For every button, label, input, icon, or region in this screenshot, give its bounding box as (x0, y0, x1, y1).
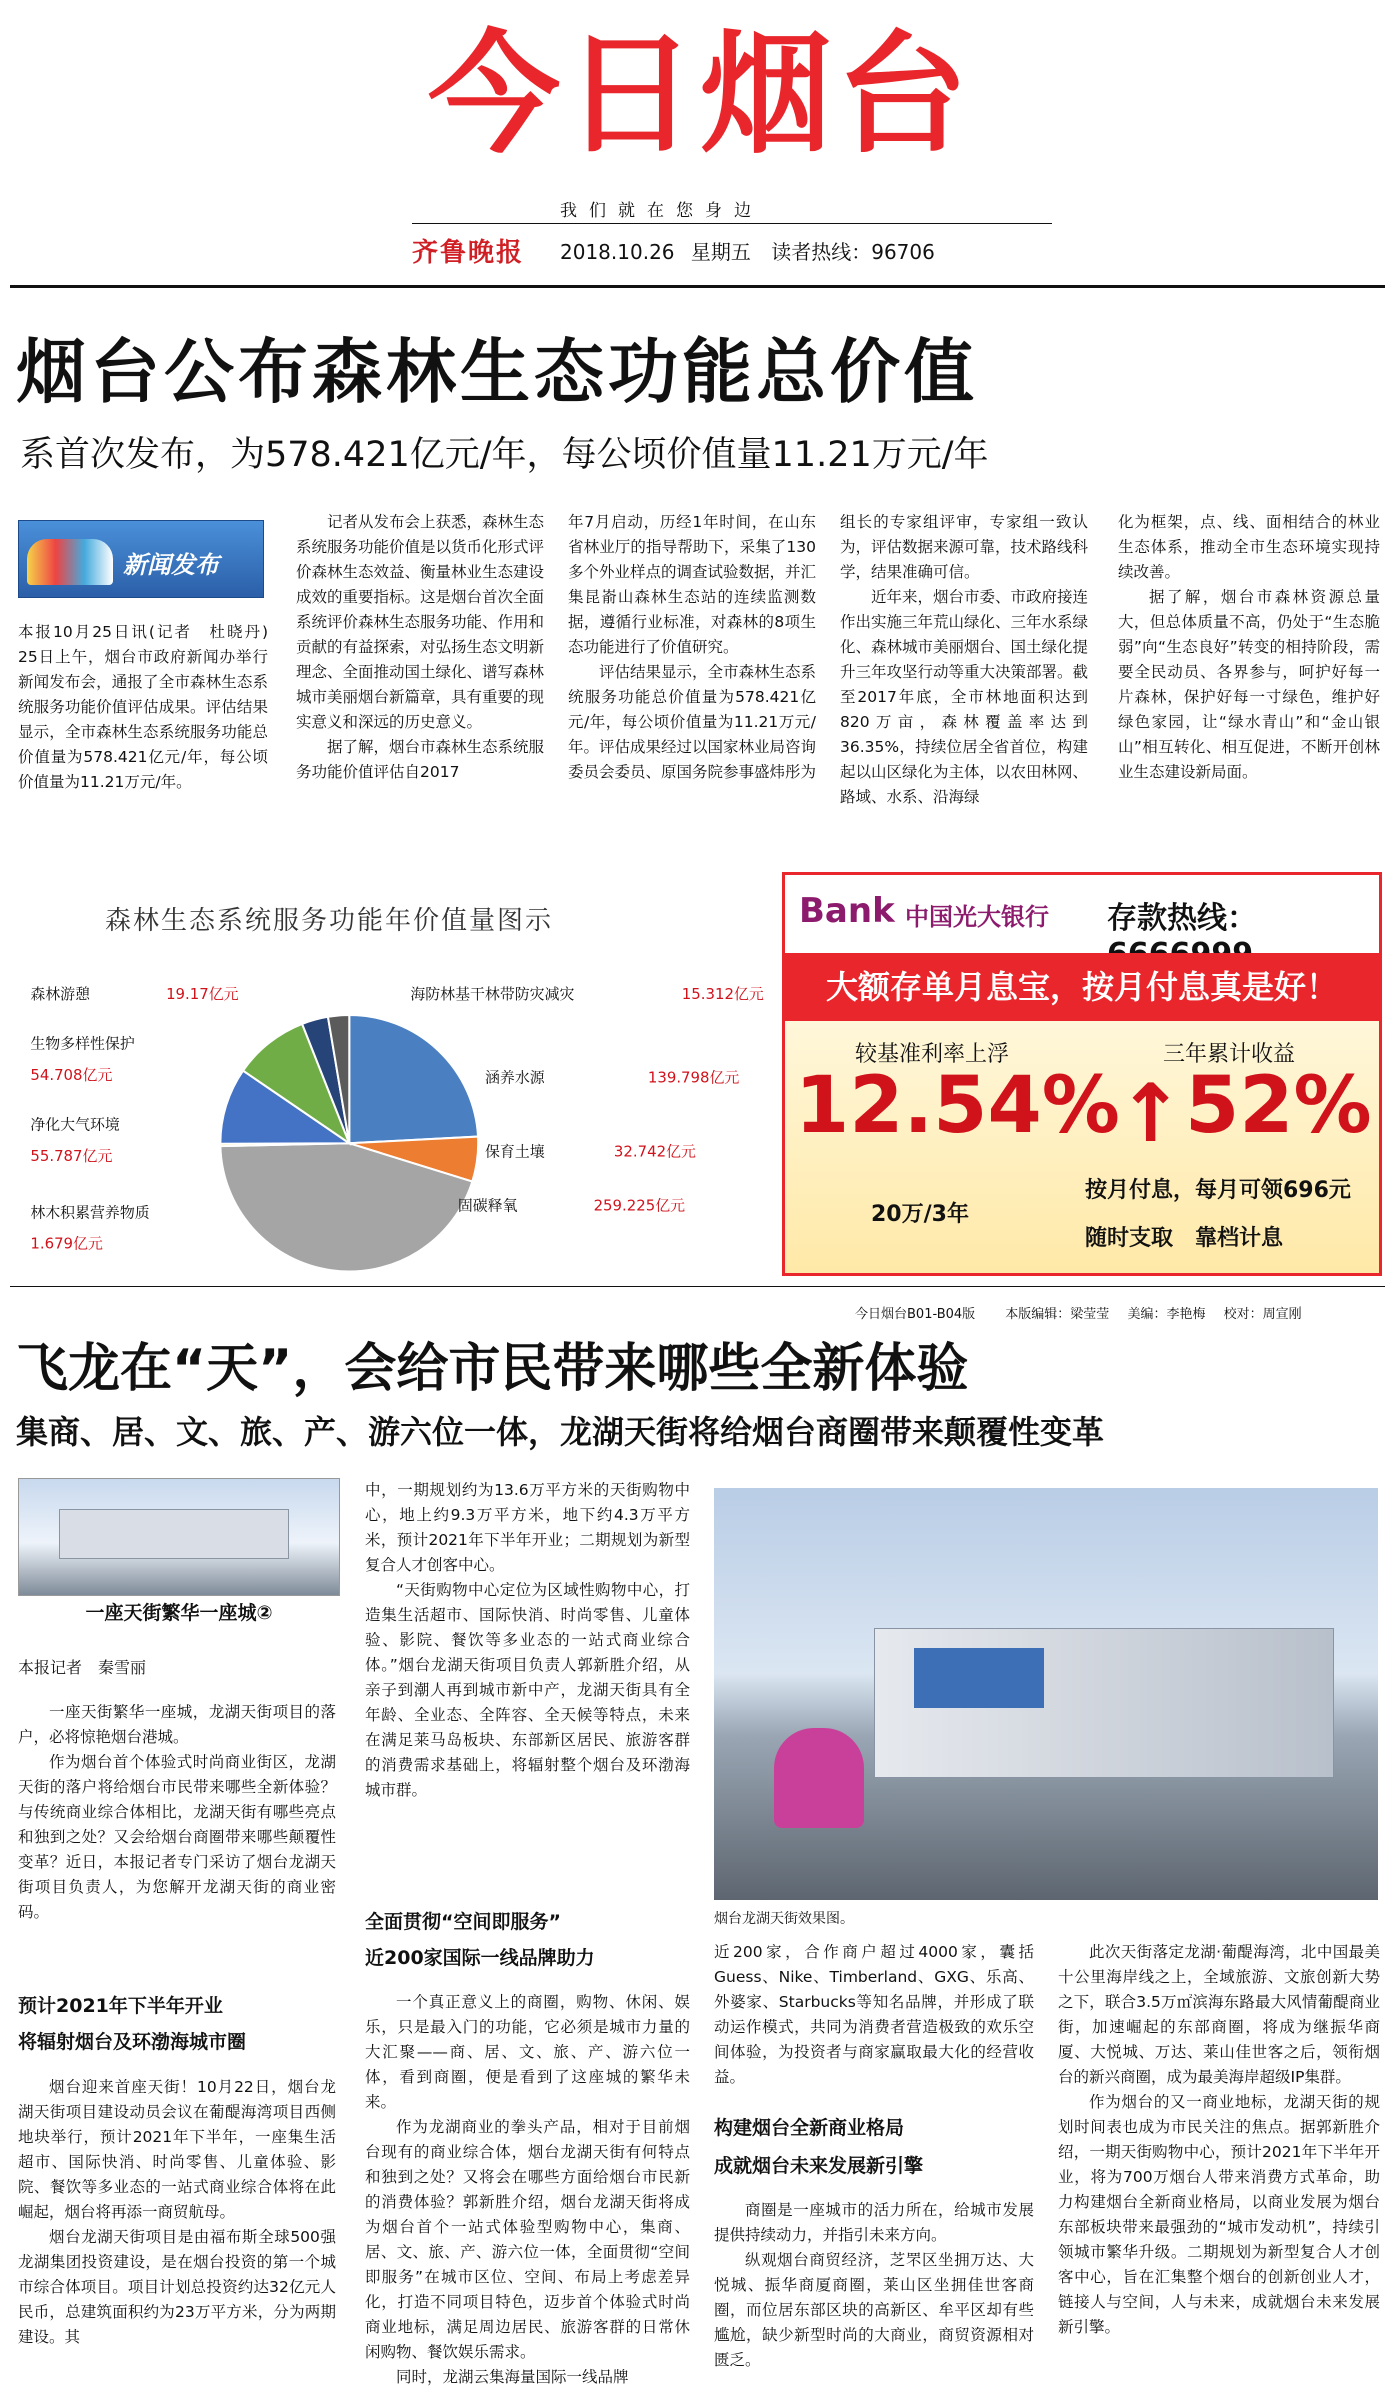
badge-label: 新闻发布 (123, 551, 219, 579)
rate-label: 较基准利率上浮 (855, 1042, 1010, 1067)
paragraph: 据了解，烟台市森林生态系统服务功能价值评估自2017 (296, 738, 545, 781)
mall-thumbnail (59, 1509, 289, 1559)
masthead-rule (412, 223, 1052, 224)
pie-label-value: 139.798亿元 (647, 1068, 740, 1087)
forest-value-chart (10, 880, 770, 1285)
bank-name: 中国光大银行 (905, 903, 1049, 931)
ad-body (785, 1021, 1379, 1273)
ad-banner: 大额存单月息宝，按月付息真是好！ (785, 953, 1379, 1021)
story2-subhead-3a: 构建烟台全新商业格局 (714, 2117, 905, 2139)
paragraph: 近200家，合作商户超过4000家，囊括Guess、Nike、Timberland、GXG、乐高、外婆家、Starbucks等知名品牌，并形成了联动运作模式，共同为消费者营造极致的欢乐空间体验，为投资者与商家赢取最大化的经营收益。 (714, 1943, 1034, 2086)
paragraph: 商圈是一座城市的活力所在，给城市发展提供持续动力，并指引未来方向。 (714, 2201, 1034, 2244)
story2-subhead-2b: 近200家国际一线品牌助力 (365, 1947, 595, 1969)
paragraph: 烟台龙湖天街项目是由福布斯全球500强龙湖集团投资建设，是在烟台投资的第一个城市综合体项目。项目计划总投资约达32亿元人民币，总建筑面积约为23万平方米，分为两期建设。其 (18, 2228, 336, 2346)
chart-title: 森林生态系统服务功能年价值量图示 (105, 906, 554, 936)
mall-screen (914, 1648, 1044, 1708)
news-release-badge (18, 520, 264, 598)
masthead-title: 今日烟台 (428, 18, 972, 172)
story2-subhead-2a: 全面贯彻“空间即服务” (365, 1911, 561, 1933)
mall-rendering-photo (714, 1488, 1378, 1900)
paragraph: 烟台迎来首座天街！10月22日，烟台龙湖天街项目建设动员会议在葡醍海湾项目西侧地块举行，预计2021年下半年，一座集生活超市、国际快消、时尚零售、儿童体验、影院、餐饮等多业态的一站式商业综合体将在此崛起，烟台将再添一商贸航母。 (18, 2078, 336, 2221)
reader-hotline: 读者热线：96706 (771, 240, 935, 264)
pie-slice-0 (349, 1015, 478, 1143)
paragraph: 中，一期规划约为13.6万平方米的天街购物中心，地上约9.3万平方米，地下约4.3万平方米，预计2021年下半年开业；二期规划为新型复合人才创客中心。 (365, 1481, 690, 1574)
story2-column-3a (714, 1940, 1034, 2100)
paragraph: 据了解，烟台市森林资源总量大，但总体质量不高，仍处于“生态脆弱”向“生态良好”转变的相持阶段，需要全民动员、各界参与，呵护好每一片森林，保护好每一寸绿色，维护好绿色家园，让“绿水青山”和“金山银山”相互转化、相互促进，不断开创林业生态建设新局面。 (1118, 588, 1380, 781)
series-label: 一座天街繁华一座城② (85, 1602, 273, 1624)
photo-caption: 烟台龙湖天街效果图。 (714, 1911, 854, 1927)
paragraph: 本报10月25日讯(记者 杜晓丹) 25日上午，烟台市政府新闻办举行新闻发布会，通报了全市森林生态系统服务功能价值评估成果。评估结果显示，全市森林生态系统服务功能总价值量为578.421亿元/年，每公顷价值量为11.21万元/年。 (18, 623, 284, 791)
paragraph: 组长的专家组评审，专家组一致认为，评估数据来源可靠，技术路线科学，结果准确可信。 (840, 513, 1089, 581)
story1-headline: 烟台公布森林生态功能总价值 (16, 331, 978, 413)
paragraph: 同时，龙湖云集海量国际一线品牌 (396, 2368, 629, 2386)
paragraph: “天街购物中心定位为区域性购物中心，打造集生活超市、国际快消、时尚零售、儿童体验、影院、餐饮等多业态的一站式商业综合体。”烟台龙湖天街项目负责人郭新胜介绍，从亲子到潮人再到城市新中产，龙湖天街具有全年龄、全业态、全阵容、全天候等特点，未来在满足莱马岛板块、东部新区居民、旅游客群的消费需求基础上，将辐射整个烟台及环渤海城市群。 (365, 1581, 690, 1799)
pie-label-name: 生物多样性保护 (30, 1034, 135, 1053)
story2-column-3b (714, 2198, 1034, 2388)
story2-subhead-1b: 将辐射烟台及环渤海城市圈 (18, 2031, 247, 2053)
paragraph: 作为龙湖商业的拳头产品，相对于目前烟台现有的商业综合体，烟台龙湖天街有何特点和独到之处？又将会在哪些方面给烟台市民新的消费体验？郭新胜介绍，烟台龙湖天街将成为烟台首个一站式体验型购物中心，集商、居、文、旅、产、游六位一体，全面贯彻“空间即服务”在城市区位、空间、布局上考虑差异化，打造不同项目特色，迈步首个体验式时尚商业地标，满足周边居民、旅游客群的日常休闲购物、餐饮娱乐需求。 (365, 2118, 690, 2361)
story1-column-4 (840, 510, 1088, 835)
pie-label-value: 259.225亿元 (593, 1196, 686, 1215)
bank-advertisement[interactable] (782, 872, 1382, 1276)
story1-subheadline: 系首次发布，为578.421亿元/年，每公顷价值量11.21万元/年 (20, 435, 989, 475)
designer-credit: 美编：李艳梅 (1127, 1307, 1206, 1322)
paragraph: 评估结果显示，全市森林生态系统服务功能总价值量为578.421亿元/年，每公顷价值量为11.21万元/年。评估成果经过以国家林业局咨询委员会委员、原国务院参事盛炜彤为 (568, 663, 817, 781)
credits-rule (10, 1286, 1385, 1287)
deposit-amount: 20万/3年 (871, 1202, 969, 1227)
story1-column-3 (568, 510, 816, 835)
page-range: 今日烟台B01-B04版 (855, 1307, 976, 1322)
paragraph: 此次天街落定龙湖·葡醍海湾，北中国最美十公里海岸线之上，全域旅游、文旅创新大势之下，联合3.5万㎡滨海东路最大风情葡醍商业街，加速崛起的东部商圈，将成为继振华商厦、大悦城、万达、莱山佳世客之后，领衔烟台的新兴商圈，成为最美海岸超级IP集群。 (1058, 1943, 1380, 2086)
pie-label-name: 净化大气环境 (30, 1115, 120, 1134)
page-credits (855, 1303, 1302, 1322)
issue-date: 2018.10.26 (560, 240, 675, 264)
pie-label-value: 32.742亿元 (613, 1142, 696, 1161)
editor-credit: 本版编辑：梁莹莹 (1005, 1307, 1110, 1322)
withdraw-terms: 随时支取 靠档计息 (1085, 1226, 1284, 1251)
story1-column-1 (18, 620, 284, 835)
monthly-interest: 按月付息，每月可领696元 (1085, 1178, 1351, 1203)
story2-column-4 (1058, 1940, 1380, 2388)
rate-value: 12.54% (795, 1061, 1120, 1151)
dateline (560, 236, 935, 265)
pie-chart-svg (10, 880, 770, 1285)
paragraph: 近年来，烟台市委、市政府接连作出实施三年荒山绿化、三年水系绿化、森林城市美丽烟台、国土绿化提升三年攻坚行动等重大决策部署。截至2017年底，全市林地面积达到820万亩，森林覆盖率达到36.35%，持续位居全省首位，构建起以山区绿化为主体，以农田林网、路域、水系、沿海绿 (840, 588, 1089, 806)
paragraph: 一个真正意义上的商圈，购物、休闲、娱乐，只是最入门的功能，它必须是城市力量的大汇聚——商、居、文、旅、产、游六位一体，看到商圈，便是看到了这座城的繁华未来。 (365, 1993, 690, 2111)
story2-intro (18, 1700, 336, 1970)
microphones-icon (27, 539, 113, 585)
pie-label-name: 森林游憩 (30, 984, 91, 1003)
pie-label-value: 15.312亿元 (681, 984, 764, 1003)
yield-value: 52% (1185, 1061, 1372, 1151)
story2-column-1 (18, 2075, 336, 2385)
masthead-bottom-rule (10, 285, 1385, 288)
paragraph: 年7月启动，历经1年时间，在山东省林业厅的指导帮助下，采集了130多个外业样点的调查试验数据，并汇集昆嵛山森林生态站的连续监测数据，遵循行业标准，对森林的8项生态功能进行了价值研究。 (568, 513, 817, 656)
story2-headline: 飞龙在“天”，会给市民带来哪些全新体验 (16, 1339, 969, 1399)
paragraph: 化为框架，点、线、面相结合的林业生态体系，推动全市生态环境实现持续改善。 (1118, 513, 1380, 581)
yield-label: 三年累计收益 (1163, 1042, 1296, 1067)
pie-label-value: 19.17亿元 (166, 984, 239, 1003)
proofreader-credit: 校对：周宣刚 (1223, 1307, 1302, 1322)
sculpture (774, 1728, 864, 1828)
story1-column-5 (1118, 510, 1380, 835)
up-arrow-icon: ↑ (1117, 1067, 1185, 1160)
masthead-slogan: 我们就在您身边 (560, 201, 763, 221)
paragraph: 记者从发布会上获悉，森林生态系统服务功能价值是以货币化形式评价森林生态效益、衡量林业生态建设成效的重要指标。这是烟台首次全面系统评价森林生态服务功能、作用和贡献的有益探索，对弘扬生态文明新理念、全面推动国土绿化、谱写森林城市美丽烟台新篇章，具有重要的现实意义和深远的历史意义。 (296, 513, 545, 731)
paragraph: 一座天街繁华一座城，龙湖天街项目的落户，必将惊艳烟台港城。 (18, 1703, 336, 1746)
story2-column-2b (365, 1990, 690, 2385)
story2-subhead-3b: 成就烟台未来发展新引擎 (714, 2155, 924, 2177)
deposit-hotline: 存款热线： (1107, 901, 1257, 936)
story2-byline: 本报记者 秦雪丽 (18, 1658, 147, 1677)
paragraph: 作为烟台首个体验式时尚商业街区，龙湖天街的落户将给烟台市民带来哪些全新体验？与传统商业综合体相比，龙湖天街有哪些亮点和独到之处？又会给烟台商圈带来哪些颠覆性变革？近日，本报记者专门采访了烟台龙湖天街项目负责人，为您解开龙湖天街的商业密码。 (18, 1753, 336, 1921)
pie-label-name: 保育土壤 (485, 1142, 545, 1161)
pie-label-name: 涵养水源 (485, 1068, 545, 1087)
series-image (18, 1478, 340, 1596)
issue-weekday: 星期五 (690, 240, 751, 264)
pie-label-value: 54.708亿元 (30, 1065, 113, 1084)
ad-header (785, 875, 1379, 953)
paragraph: 作为烟台的又一商业地标，龙湖天街的规划时间表也成为市民关注的焦点。据郭新胜介绍，一期天街购物中心，预计2021年下半年开业，将为700万烟台人带来消费方式革命，助力构建烟台全新商业格局，以商业发展为烟台东部板块带来最强劲的“城市发动机”，持续引领城市繁华升级。二期规划为新型复合人才创客中心，旨在汇集整个烟台的创新创业人才，链接人与空间，人与未来，成就烟台未来发展新引擎。 (1058, 2093, 1380, 2336)
story2-subhead-1a: 预计2021年下半年开业 (18, 1995, 223, 2017)
pie-label-value: 55.787亿元 (30, 1146, 113, 1165)
story1-column-2 (296, 510, 544, 835)
pie-label-value: 1.679亿元 (30, 1234, 103, 1253)
pie-label-name: 海防林基干林带防灾减灾 (410, 984, 575, 1003)
bank-logo: Bank (799, 891, 895, 931)
pie-label-name: 固碳释氧 (457, 1196, 518, 1215)
paper-logo: 齐鲁晚报 (412, 238, 525, 268)
story2-subheadline: 集商、居、文、旅、产、游六位一体，龙湖天街将给烟台商圈带来颠覆性变革 (16, 1413, 1105, 1451)
story2-column-2a (365, 1478, 690, 1893)
paragraph: 纵观烟台商贸经济，芝罘区坐拥万达、大悦城、振华商厦商圈，莱山区坐拥佳世客商圈，而位居东部区块的高新区、牟平区却有些尴尬，缺少新型时尚的大商业，商贸资源相对匮乏。 (714, 2251, 1034, 2369)
pie-label-name: 林木积累营养物质 (30, 1203, 150, 1222)
